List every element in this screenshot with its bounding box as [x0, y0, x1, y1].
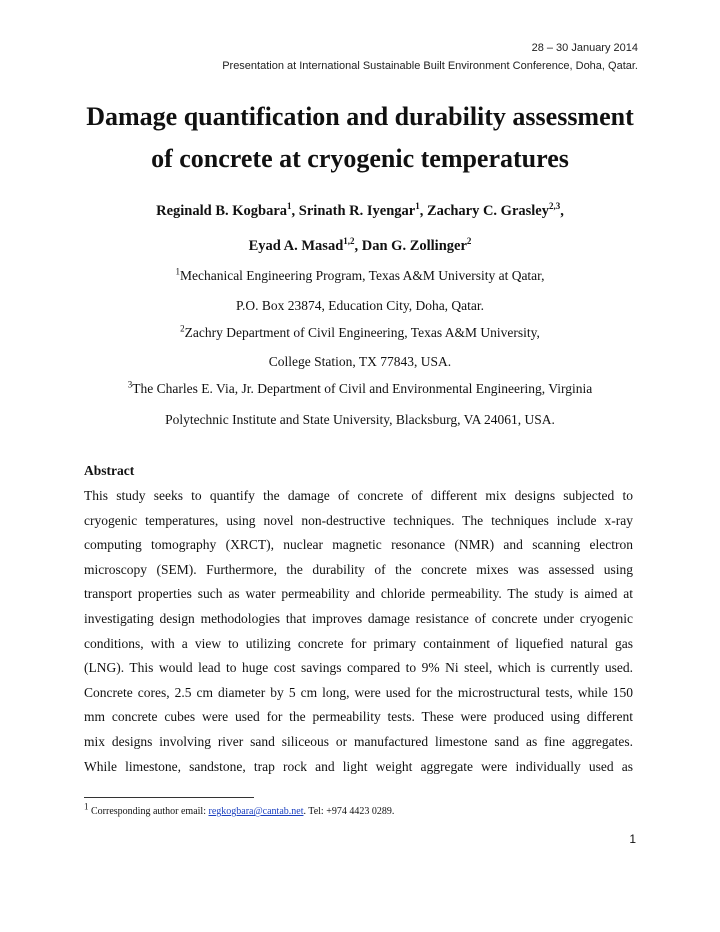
author-sup: 2	[466, 236, 472, 247]
conference-venue: Presentation at International Sustainable Built Environment Conference, Doha, Qatar.	[222, 60, 638, 72]
affiliation-1-line-1	[40, 268, 680, 284]
paper-title	[40, 96, 680, 180]
author-email-link[interactable]: regkogbara@cantab.net	[208, 806, 304, 817]
abstract-line: This study seeks to quantify the damage of concrete of different mix designs subjected to	[84, 488, 633, 503]
affiliation-3-line-1	[40, 381, 680, 397]
affiliation-2-line-1	[40, 325, 680, 341]
affiliation-3-line-2: Polytechnic Institute and State University, Blacksburg, VA 24061, USA.	[165, 412, 555, 427]
author-sup: 2,3	[549, 201, 561, 212]
title-line-2: of concrete at cryogenic temperatures	[151, 144, 569, 173]
abstract-heading: Abstract	[84, 463, 135, 478]
footnote-divider	[84, 797, 254, 798]
affiliation-sup: 3	[127, 379, 133, 390]
affiliation-text: The Charles E. Via, Jr. Department of Civil and Environmental Engineering, Virginia	[132, 381, 593, 396]
author-line-2	[40, 238, 680, 255]
abstract-line: microscopy (SEM). Furthermore, the durability of the concrete mixes was assessed using	[84, 561, 633, 577]
abstract-body	[84, 484, 633, 779]
page-number: 1	[629, 832, 636, 846]
author-kogbara: Reginald B. Kogbara	[156, 203, 288, 219]
author-sup: 1	[287, 201, 292, 212]
footnote-sup: 1	[84, 801, 89, 812]
affiliation-1-line-2: P.O. Box 23874, Education City, Doha, Qatar.	[235, 298, 485, 313]
affiliation-text: Mechanical Engineering Program, Texas A&M University at Qatar,	[179, 268, 545, 283]
affiliation-2-line-2: College Station, TX 77843, USA.	[268, 354, 452, 369]
abstract-line: While limestone, sandstone, trap rock and light weight aggregate were individually used as	[84, 758, 633, 774]
abstract-line: computing tomography (XRCT), nuclear magnetic resonance (NMR) and scanning electron	[84, 537, 633, 553]
affiliation-text: Zachry Department of Civil Engineering, Texas A&M University,	[184, 325, 540, 340]
title-line-1: Damage quantification and durability assessment	[86, 102, 634, 131]
footnote-suffix: . Tel: +974 4423 0289.	[303, 806, 395, 817]
author-iyengar: , Srinath R. Iyengar	[291, 203, 416, 219]
abstract-line: investigating design methodologies that improves damage resistance of concrete under cryogenic	[84, 610, 633, 626]
footnote-prefix: Corresponding author email:	[88, 806, 209, 817]
abstract-line: mm concrete cubes were used for the permeability tests. These were produced using different	[84, 709, 633, 725]
author-grasley: , Zachary C. Grasley	[419, 203, 549, 219]
author-line-1	[40, 203, 680, 220]
abstract-line: cryogenic temperatures, using novel non-destructive techniques. The techniques include x-ray	[84, 512, 633, 528]
abstract-line: (LNG). This would lead to huge cost savings compared to 9% Ni steel, which is currently used.	[84, 660, 633, 676]
abstract-line: transport properties such as water permeability and chloride permeability. The study is aimed at	[84, 586, 633, 602]
author-sup: 1	[415, 201, 420, 212]
abstract-line: Concrete cores, 2.5 cm diameter by 5 cm long, were used for the microstructural tests, while 150	[84, 684, 633, 700]
author-masad: Eyad A. Masad	[248, 238, 344, 254]
author-zollinger: , Dan G. Zollinger	[354, 238, 467, 254]
affiliation-sup: 1	[175, 266, 180, 277]
author-sep: ,	[560, 203, 564, 219]
abstract-line: mix designs involving river sand siliceous or manufactured limestone sand as fine aggregates.	[84, 733, 633, 749]
conference-date: 28 – 30 January 2014	[531, 42, 638, 54]
footnote	[84, 801, 395, 817]
author-sup: 1,2	[343, 236, 355, 247]
affiliation-sup: 2	[180, 323, 185, 334]
abstract-line: conditions, with a view to utilizing concrete for primary containment of liquefied natural gas	[84, 635, 633, 651]
